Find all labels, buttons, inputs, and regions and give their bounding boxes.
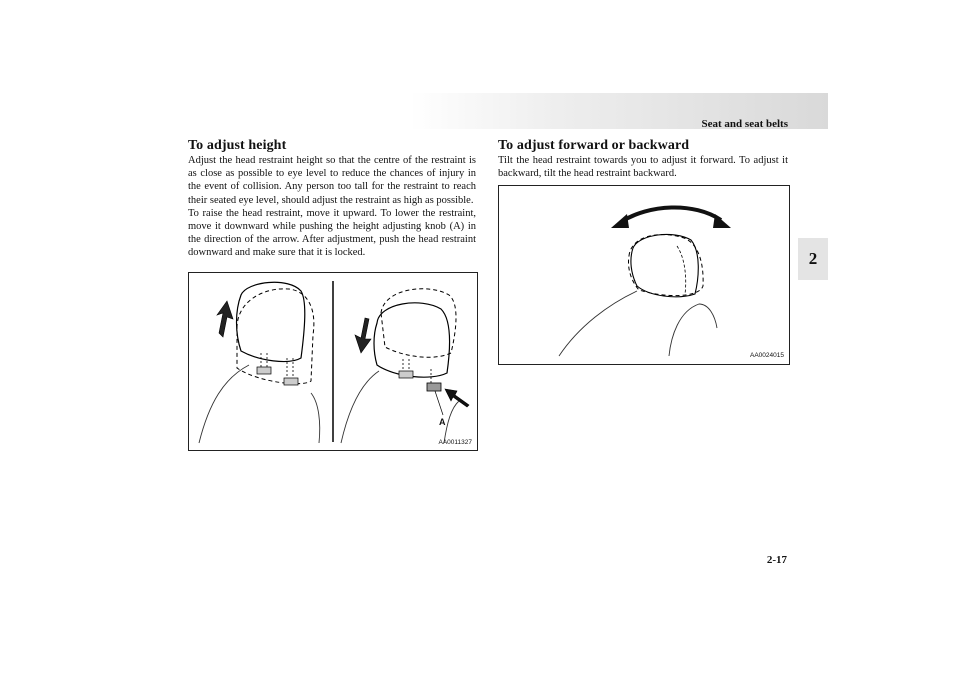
figure-code: AA0011327 — [438, 439, 472, 446]
page-number: 2-17 — [766, 554, 787, 566]
left-column — [188, 137, 476, 260]
paragraph-tilt-instructions: Tilt the head restraint towards you to adjust it forward. To adjust it backward, tilt the head restraint backward. — [498, 155, 788, 180]
heading-adjust-forward-backward: To adjust forward or backward — [498, 138, 690, 153]
paragraph-height-instructions: To raise the head restraint, move it upward. To lower the restraint, move it downward while pushing the height adjusting knob (A) in the direction of the arrow. After adjustment, push the head restraint downward and make sure that it is locked. — [188, 207, 476, 259]
tilt-adjustment-illustration — [499, 186, 789, 364]
heading-adjust-height: To adjust height — [188, 138, 287, 153]
chapter-number: 2 — [808, 249, 818, 268]
figure-tilt-adjustment — [498, 185, 790, 365]
figure-height-adjustment — [188, 272, 478, 451]
right-column — [498, 137, 788, 180]
figure-code: AA0024015 — [750, 352, 784, 359]
section-header-title: Seat and seat belts — [701, 118, 788, 130]
paragraph-height-intro: Adjust the head restraint height so that the centre of the restraint is as close as possible to eye level to reduce the chances of injury in the event of collision. Any person too tall for the restraint to reach their seated eye level, should adjust the restraint as high as possible. — [188, 155, 476, 206]
knob-label-a: A — [439, 417, 446, 427]
height-adjustment-illustration — [189, 273, 477, 450]
chapter-tab — [798, 238, 828, 280]
